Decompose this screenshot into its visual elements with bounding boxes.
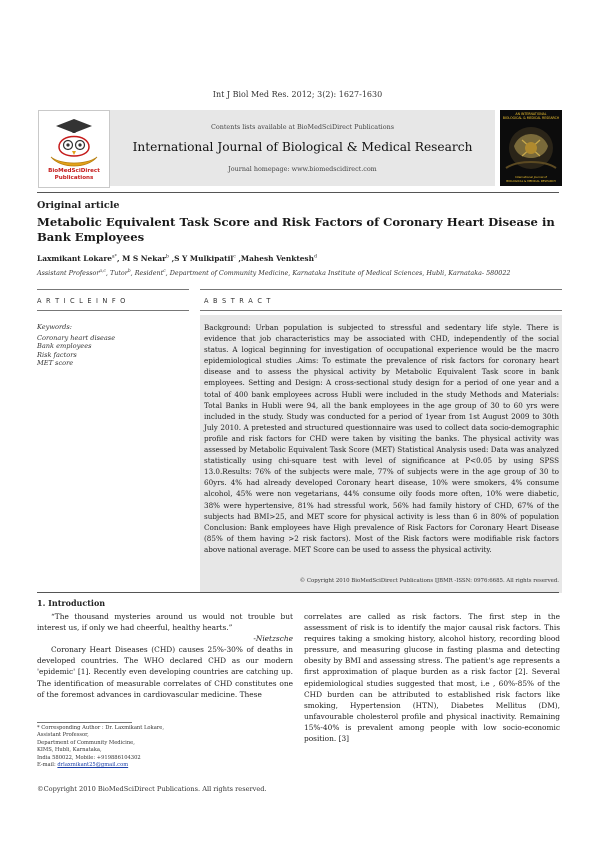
author-name: ,Mahesh Venktesh: [235, 254, 314, 263]
journal-cover-image: [500, 110, 562, 186]
owl-emblem-icon: [39, 113, 109, 173]
abstract-bottom-rule: [37, 592, 559, 593]
contents-availability: Contents lists available at BioMedSciDirect Publications: [211, 123, 394, 131]
epigraph-author: -Nietzsche: [253, 634, 293, 644]
affiliation-role: , Tutor: [105, 269, 128, 278]
affiliation-role: , Resident: [130, 269, 164, 278]
author-name: ,S Y Mulkipatil: [169, 254, 234, 263]
epigraph-quote: “The thousand mysteries around us would not trouble but interest us, if only we had cheerful, healthy hearts.”: [37, 612, 293, 633]
body-paragraph: correlates are called as risk factors. The first step in the assessment of risk is to identify the major causal risk factors. This requires taking a smoking history, alcohol history, recording blood pressure, and measuring glucose in fasting plasma and detecting obesity by BMI and assessing stress. The patient's age represents a first approximation of plaque burden as a risk factor [2]. Several epidemiological studies suggested that most, i.e , 60%-85% of the CHD burden can be attributed to established risk factors like smoking, Hypertension (HTN), Diabetes Mellitus (DM), unfavourable cholesterol profile and physical inactivity. Remaining 15%-40% is prevalent among people with low socio-economic position. [3]: [304, 612, 560, 744]
article-info-rule: [37, 310, 189, 311]
abstract-text: Background: Urban population is subjected to stressful and sedentary life style. There is evidence that job characteristics may be associated with CHD, independently of the social status. A logical beginning for investigation of occupational experience would be the macro epidemiological studies .Aims: To estimate the prevalence of risk factors for coronary heart disease and to assess the physical activity by Metabolic Equivalent Task score in bank employees. Setting and Design: A cross-sectional study design for a period of one year and a total of 400 bank employees across Hubli were included in the study Methods and Materials: Total Banks in Hubli were 94, all the bank employees in the age group of 30 to 60 yrs were included in the study. Study was conducted for a period of 1year from 1st August 2009 to 30th July 2010. A pretested and structured questionnaire was used to collect data socio-demographic profile and risk factors for CHD were taken by visiting the banks. The physical activity was assessed by Metabolic Equivalent Task Score (MET) Statistical Analysis used: Data was analyzed statistically using chi-square test with level of significance at P<0.05 by using SPSS 13.0.Results: 76% of the subjects were male, 77% of subjects were in the age group of 30 to 60yrs. 4% had already developed Coronary heart disease, 10% were smokers, 4% consume alcohol, 45% were non vegetarians, 44% consume oily foods more often, 10% were diabetic, 38% were hypertensive, 81% had stressful work, 56% had family history of CHD, 67% of the subjects had BMI>25, and MET score for physical activity is less than 6 in 80% of population Conclusion: Bank employees have High prevalence of Risk Factors for Coronary Heart Disease (85% of them having >2 risk factors). Most of the Risk factors were modifiable risk factors above national average. MET Score can be used to assess the physical activity.: [204, 323, 559, 554]
cover-header-line: BIOLOGICAL & MEDICAL RESEARCH: [502, 116, 560, 120]
abstract-label: A B S T R A C T: [204, 297, 272, 305]
abstract-copyright: © Copyright 2010 BioMedSciDirect Publications IJBMR -ISSN: 0976:6685. All rights reserved.: [299, 578, 559, 584]
footnote-line: * Corresponding Author : Dr. Laxmikant Lokare,: [37, 725, 164, 731]
article-type: Original article: [37, 200, 120, 211]
journal-homepage: Journal homepage: www.biomedscidirect.com: [228, 165, 377, 173]
footnote-email-line: [37, 762, 293, 769]
affiliation-mark: a,c: [99, 269, 106, 274]
affiliation-mark: c: [163, 269, 166, 274]
abstract-rule: [200, 310, 562, 311]
keywords-list: [37, 334, 115, 368]
cover-artwork-icon: [500, 122, 562, 174]
footnote-line: Department of Community Medicine,: [37, 739, 135, 746]
affiliation-mark: b: [127, 269, 131, 274]
body-column-left: [37, 611, 293, 700]
author-affiliations: [37, 269, 562, 277]
journal-title: International Journal of Biological & Medical Research: [132, 140, 473, 154]
author-affiliation-mark: b: [166, 254, 169, 260]
author-name: , M S Nekar: [116, 254, 167, 263]
journal-citation: Int J Biol Med Res. 2012; 3(2): 1627-1630: [212, 90, 383, 99]
email-label: E-mail:: [37, 762, 58, 769]
author-name: Laxmikant Lokare: [37, 254, 112, 263]
abstract-rule: [200, 289, 562, 290]
footnote-line: India 580022, Mobile: +919886104302: [37, 754, 141, 761]
footnote-line: KIMS, Hubli, Karnataka,: [37, 747, 102, 754]
publisher-logo: [38, 110, 110, 188]
affiliation-role: Assistant Professor: [37, 269, 100, 278]
cover-header-line: AN INTERNATIONAL: [515, 112, 547, 116]
article-title: Metabolic Equivalent Task Score and Risk Factors of Coronary Heart Disease in Bank Employees: [37, 215, 555, 244]
author-list: [37, 254, 317, 263]
article-info-rule: [37, 289, 189, 290]
keywords-label: Keywords:: [37, 323, 72, 331]
author-affiliation-mark: d: [313, 254, 317, 260]
publisher-subname: Publications: [54, 175, 94, 181]
keyword-item: MET score: [37, 359, 74, 368]
body-column-right: [304, 611, 560, 744]
keyword-item: Risk factors: [37, 350, 77, 359]
footer-copyright: ©Copyright 2010 BioMedSciDirect Publications. All rights reserved.: [37, 785, 267, 793]
cover-footer-line: BIOLOGICAL & MEDICAL RESEARCH: [506, 179, 556, 183]
article-info-label: A R T I C L E I N F O: [37, 297, 127, 305]
footnote-rule: [37, 722, 132, 723]
keyword-item: Coronary heart disease: [37, 334, 116, 342]
footnote-line: Assistant Professor,: [37, 732, 89, 739]
publisher-name: BioMedSciDirect: [48, 168, 100, 174]
body-paragraph: Coronary Heart Diseases (CHD) causes 25%-30% of deaths in developed countries. The WHO declared CHD as our modern 'epidemic' [1]. Recently even developing countries are catching up. The identification of measurable correlates of CHD constitutes one of the foremost advances in cardiovascular medicine. These: [37, 645, 293, 699]
author-affiliation-mark: a*: [111, 254, 117, 260]
affiliation-institution: , Department of Community Medicine, Karnataka Institute of Medical Sciences, Hubli, Karnataka- 580022: [165, 269, 511, 278]
header-divider: [37, 192, 559, 193]
keyword-item: Bank employees: [37, 342, 92, 351]
author-affiliation-mark: c: [233, 254, 236, 260]
corresponding-author-footnote: [37, 725, 293, 769]
email-link[interactable]: drlaxmikant25@gmail.com: [57, 762, 129, 769]
section-heading: 1. Introduction: [37, 598, 106, 608]
cover-footer-line: International Journal of: [515, 175, 547, 179]
